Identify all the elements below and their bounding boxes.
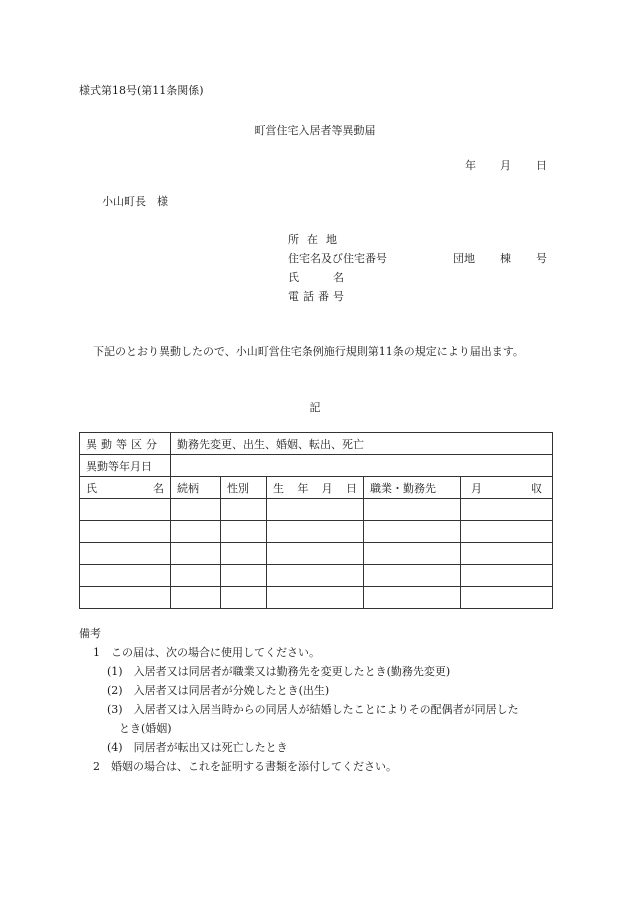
table-cell[interactable] bbox=[80, 543, 171, 565]
table-cell[interactable] bbox=[221, 521, 267, 543]
table-cell[interactable] bbox=[80, 565, 171, 587]
name-label: 氏名 bbox=[288, 271, 378, 284]
note-item-2: 2 婚姻の場合は、これを証明する書類を添付してください。 bbox=[93, 760, 397, 773]
table-row bbox=[80, 565, 553, 587]
table-cell[interactable] bbox=[461, 521, 553, 543]
change-date-value-cell[interactable] bbox=[171, 455, 553, 477]
date-row bbox=[80, 455, 553, 477]
header-gender-label: 性別 bbox=[227, 481, 249, 495]
header-income-1: 月 bbox=[471, 481, 482, 495]
table-cell[interactable] bbox=[171, 543, 221, 565]
header-birth-4: 日 bbox=[345, 481, 357, 495]
form-number: 様式第18号(第11条関係) bbox=[79, 84, 204, 97]
change-date-label-cell bbox=[80, 455, 171, 477]
table-row bbox=[80, 543, 553, 565]
header-name bbox=[80, 477, 171, 499]
category-value: 勤務先変更、出生、婚姻、転出、死亡 bbox=[177, 437, 364, 451]
note-sub-2: (2) 入居者又は同居者が分娩したとき(出生) bbox=[107, 684, 330, 697]
header-birth-2: 年 bbox=[297, 481, 309, 495]
table-cell[interactable] bbox=[267, 565, 364, 587]
header-row bbox=[80, 477, 553, 499]
table-cell[interactable] bbox=[267, 521, 364, 543]
addressee: 小山町長 様 bbox=[102, 195, 168, 208]
note-sub-3: (3) 入居者又は入居当時からの同居人が結婚したことによりその配偶者が同居した bbox=[107, 703, 519, 716]
address-label: 所在地 bbox=[288, 233, 345, 246]
header-gender bbox=[221, 477, 267, 499]
note-sub-4: (4) 同居者が転出又は死亡したとき bbox=[107, 741, 288, 754]
table-cell[interactable] bbox=[171, 499, 221, 521]
table-cell[interactable] bbox=[171, 521, 221, 543]
page-title: 町営住宅入居者等異動届 bbox=[254, 124, 376, 137]
header-birth-1: 生 bbox=[273, 481, 284, 495]
table-cell[interactable] bbox=[364, 587, 461, 609]
phone-label: 電話番号 bbox=[288, 290, 348, 303]
table-row bbox=[80, 587, 553, 609]
header-income-2: 収 bbox=[531, 481, 542, 495]
category-value-cell bbox=[171, 433, 553, 455]
table-cell[interactable] bbox=[171, 565, 221, 587]
header-income bbox=[461, 477, 553, 499]
table-cell[interactable] bbox=[171, 587, 221, 609]
danchi-label: 団地 bbox=[453, 252, 475, 265]
header-birth bbox=[267, 477, 364, 499]
category-label-cell bbox=[80, 433, 171, 455]
header-relation bbox=[171, 477, 221, 499]
header-occupation bbox=[364, 477, 461, 499]
table-cell[interactable] bbox=[221, 565, 267, 587]
date-month-label: 月 bbox=[500, 159, 511, 172]
date-day-label: 日 bbox=[536, 159, 547, 172]
note-sub-1: (1) 入居者又は同居者が職業又は勤務先を変更したとき(勤務先変更) bbox=[107, 665, 451, 678]
table-cell[interactable] bbox=[461, 565, 553, 587]
table-row bbox=[80, 521, 553, 543]
note-sub-3-cont: とき(婚姻) bbox=[119, 722, 172, 735]
table-cell[interactable] bbox=[364, 565, 461, 587]
table-cell[interactable] bbox=[80, 499, 171, 521]
body-text: 下記のとおり異動したので、小山町営住宅条例施行規則第11条の規定により届出ます。 bbox=[93, 345, 524, 358]
gou-label: 号 bbox=[536, 252, 547, 265]
housing-label: 住宅名及び住宅番号 bbox=[288, 252, 387, 265]
header-relation-label: 続柄 bbox=[177, 481, 199, 495]
table-cell[interactable] bbox=[267, 499, 364, 521]
table-cell[interactable] bbox=[221, 587, 267, 609]
table-cell[interactable] bbox=[221, 543, 267, 565]
header-birth-3: 月 bbox=[321, 481, 333, 495]
table-cell[interactable] bbox=[461, 587, 553, 609]
table-cell[interactable] bbox=[221, 499, 267, 521]
table-row bbox=[80, 499, 553, 521]
ki-heading: 記 bbox=[309, 401, 321, 414]
table-cell[interactable] bbox=[267, 587, 364, 609]
table-cell[interactable] bbox=[364, 543, 461, 565]
table-cell[interactable] bbox=[267, 543, 364, 565]
header-name-1: 氏 bbox=[86, 481, 97, 495]
tou-label: 棟 bbox=[500, 252, 511, 265]
notes-heading: 備考 bbox=[79, 627, 101, 640]
change-table bbox=[79, 432, 553, 609]
table-cell[interactable] bbox=[461, 543, 553, 565]
note-item-1: 1 この届は、次の場合に使用してください。 bbox=[93, 646, 320, 659]
date-year-label: 年 bbox=[465, 159, 476, 172]
table-cell[interactable] bbox=[461, 499, 553, 521]
category-row bbox=[80, 433, 553, 455]
header-occupation-label: 職業・勤務先 bbox=[370, 481, 436, 495]
change-date-label: 異動等年月日 bbox=[86, 459, 152, 473]
category-label: 異動等区分 bbox=[86, 437, 161, 451]
header-name-2: 名 bbox=[153, 481, 164, 495]
table-cell[interactable] bbox=[80, 521, 171, 543]
table-cell[interactable] bbox=[80, 587, 171, 609]
table-cell[interactable] bbox=[364, 521, 461, 543]
table-cell[interactable] bbox=[364, 499, 461, 521]
